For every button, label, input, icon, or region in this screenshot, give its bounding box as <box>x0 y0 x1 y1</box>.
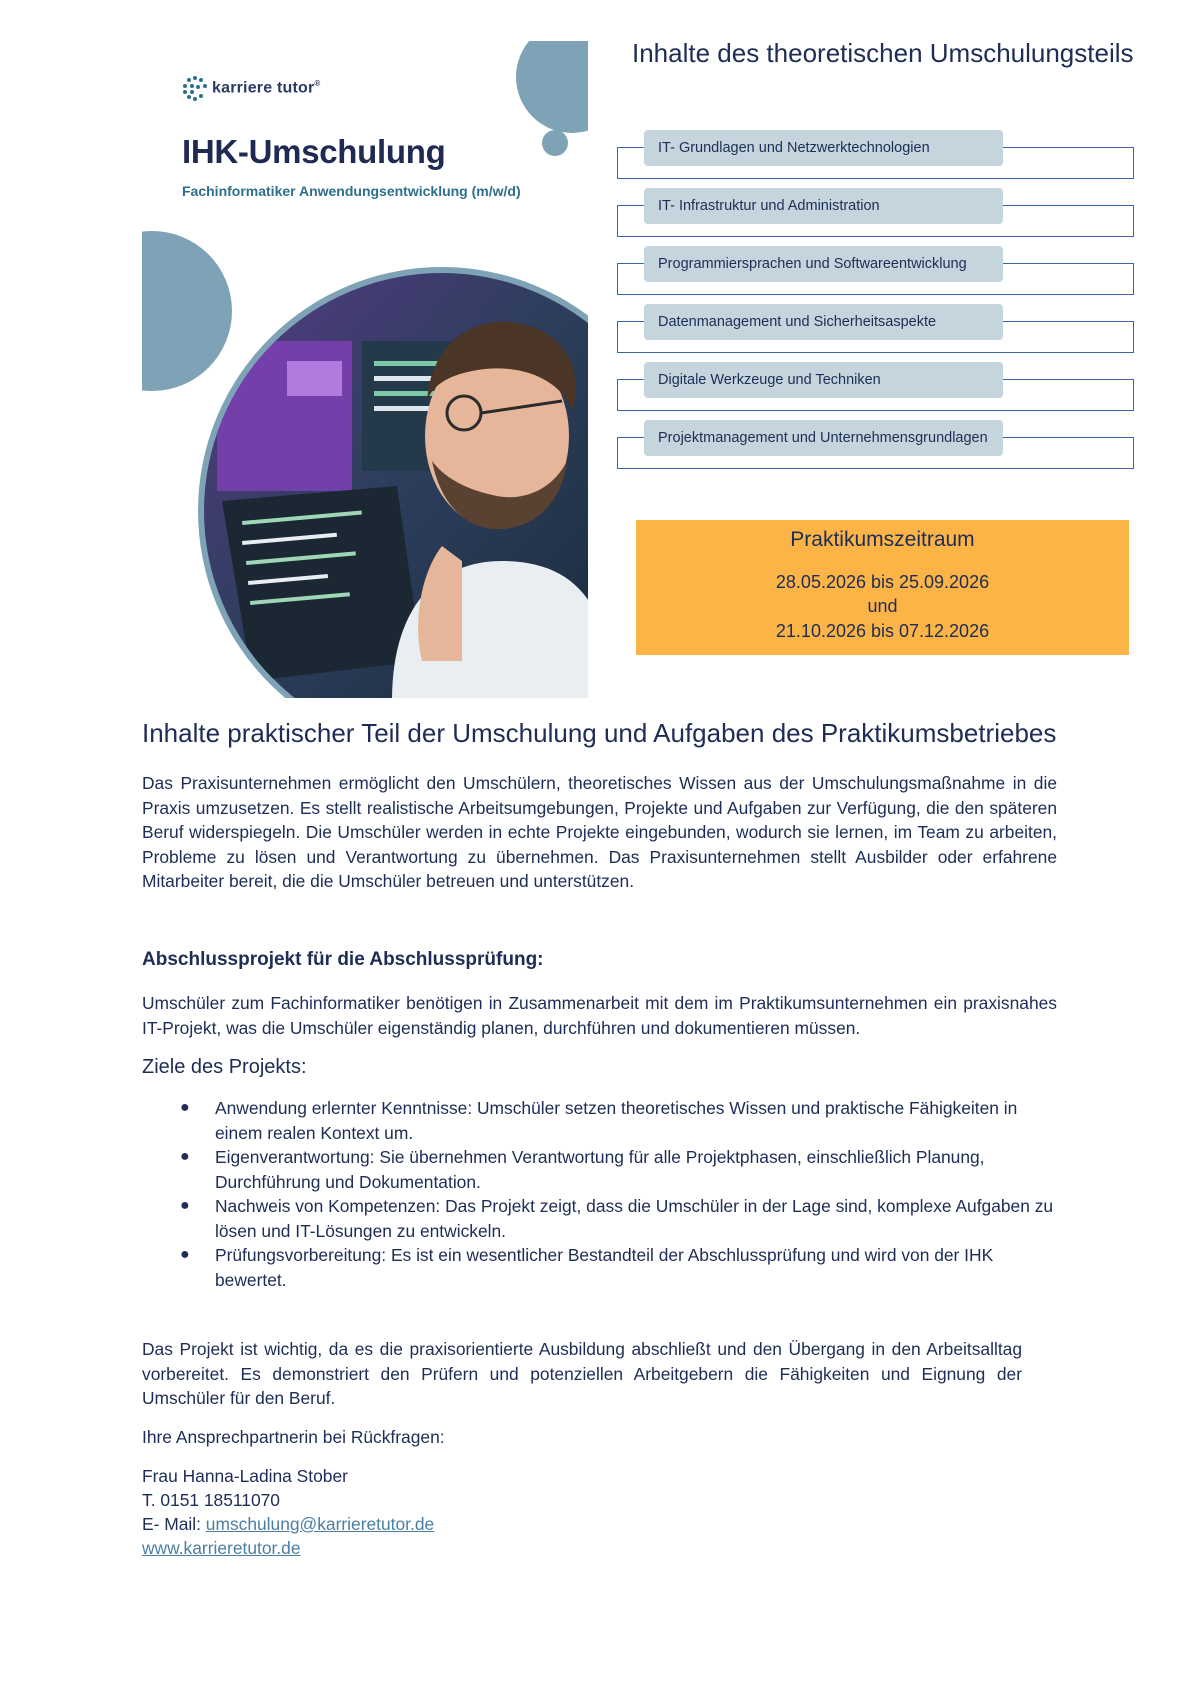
contact-name: Frau Hanna-Ladina Stober <box>142 1466 348 1486</box>
goals-list <box>142 1096 1062 1292</box>
contact-intro: Ihre Ansprechpartnerin bei Rückfragen: <box>142 1427 445 1447</box>
flyer-title: IHK-Umschulung <box>182 133 446 170</box>
goal-item <box>142 1194 1062 1243</box>
goal-text: Nachweis von Kompetenzen: Das Projekt zeigt, dass die Umschüler in der Lage sind, komplexe Aufgaben zu lösen und IT-Lösungen zu entwickeln. <box>215 1196 1054 1241</box>
contact-phone: T. 0151 18511070 <box>142 1490 280 1510</box>
internship-connector: und <box>867 596 898 616</box>
goals-heading: Ziele des Projekts: <box>142 1056 307 1078</box>
internship-period-2: 21.10.2026 bis 07.12.2026 <box>775 621 990 641</box>
theory-module-item: Digitale Werkzeuge und Techniken <box>644 362 1003 398</box>
goal-item <box>142 1096 1062 1145</box>
logo-text: karriere tutor <box>212 79 315 97</box>
conclusion-paragraph: Das Projekt ist wichtig, da es die praxisorientierte Ausbildung abschließt und den Übergang in den Arbeitsalltag vorbereitet. Es demonstriert den Prüfern und potenziellen Arbeitgebern die Fähigkeiten und Eignung der Umschüler für den Beruf. <box>142 1339 1022 1408</box>
final-project-heading: Abschlussprojekt für die Abschlussprüfung: <box>142 949 544 970</box>
bullet-icon: ● <box>180 1246 190 1263</box>
website-link[interactable]: www.karrieretutor.de <box>142 1538 301 1558</box>
contact-email-row <box>142 1512 434 1537</box>
internship-period-1: 28.05.2026 bis 25.09.2026 <box>775 572 990 592</box>
goal-text: Prüfungsvorbereitung: Es ist ein wesentlicher Bestandteil der Abschlussprüfung und wird von der IHK bewertet. <box>215 1245 994 1290</box>
internship-title: Praktikumszeitraum <box>790 528 975 551</box>
goal-text: Anwendung erlernter Kenntnisse: Umschüler setzen theoretisches Wissen und praktische Fähigkeiten in einem realen Kontext um. <box>215 1098 1018 1143</box>
karriere-tutor-logo <box>182 75 321 101</box>
theory-module-item: Datenmanagement und Sicherheitsaspekte <box>644 304 1003 340</box>
theory-module-item: IT- Grundlagen und Netzwerktechnologien <box>644 130 1003 166</box>
practical-paragraph: Das Praxisunternehmen ermöglicht den Umschülern, theoretisches Wissen aus der Umschulungsmaßnahme in die Praxis umzusetzen. Es stellt realistische Arbeitsumgebungen, Projekte und Aufgaben zur Verfügung, die den späteren Beruf widerspiegeln. Die Umschüler werden in echte Projekte eingebunden, wodurch sie lernen, im Team zu arbeiten, Probleme zu lösen und Verantwortung zu übernehmen. Das Praxisunternehmen stellt Ausbilder oder erfahrene Mitarbeiter bereit, die die Umschüler betreuen und unterstützen. <box>142 773 1057 891</box>
logo-registered-mark: ® <box>314 78 321 88</box>
goal-item <box>142 1243 1062 1292</box>
website-row <box>142 1536 301 1561</box>
theory-module-item: Projektmanagement und Unternehmensgrundlagen <box>644 420 1003 456</box>
flyer-subtitle: Fachinformatiker Anwendungsentwicklung (m/w/d) <box>182 183 521 199</box>
theory-module-item: IT- Infrastruktur und Administration <box>644 188 1003 224</box>
bullet-icon: ● <box>180 1148 190 1165</box>
email-label: E- Mail: <box>142 1514 206 1534</box>
theory-section-title: Inhalte des theoretischen Umschulungsteils <box>632 38 1134 68</box>
flyer-image <box>142 41 594 698</box>
internship-period-box <box>636 520 1129 655</box>
final-project-paragraph: Umschüler zum Fachinformatiker benötigen in Zusammenarbeit mit dem im Praktikumsunternehmen ein praxisnahes IT-Projekt, was die Umschüler eigenständig planen, durchführen und dokumentieren müssen. <box>142 993 1057 1038</box>
theory-module-item: Programmiersprachen und Softwareentwicklung <box>644 246 1003 282</box>
goal-item <box>142 1145 1062 1194</box>
practical-section-title: Inhalte praktischer Teil der Umschulung und Aufgaben des Praktikumsbetriebes <box>142 718 1057 748</box>
logo-dots-icon <box>182 75 208 101</box>
bullet-icon: ● <box>180 1197 190 1214</box>
bullet-icon: ● <box>180 1099 190 1116</box>
email-link[interactable]: umschulung@karrieretutor.de <box>205 1514 435 1534</box>
goal-text: Eigenverantwortung: Sie übernehmen Verantwortung für alle Projektphasen, einschließlich Planung, Durchführung und Dokumentation. <box>215 1147 985 1192</box>
